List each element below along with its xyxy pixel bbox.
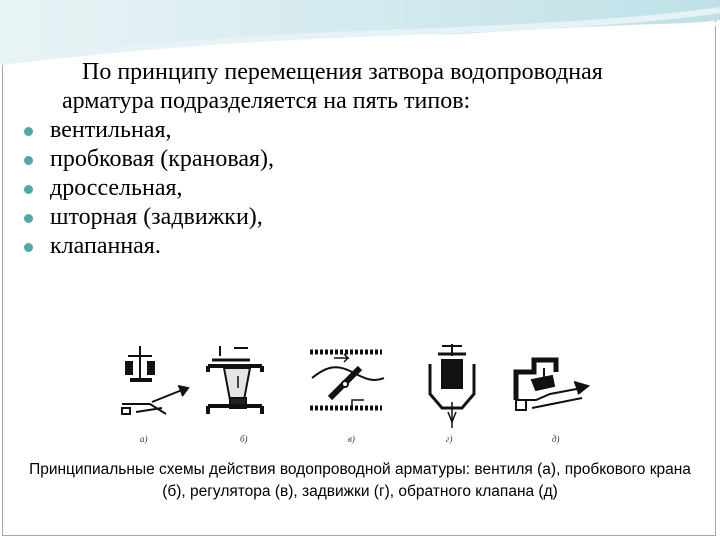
- figure-label-e: д): [552, 434, 560, 444]
- figure-caption: Принципиальные схемы действия водопроводной арматуры: вентиля (а), пробкового крана (б), регулятора (в), задвижки (г), обратного клапана (д): [29, 461, 691, 500]
- intro-paragraph: По принципу перемещения затвора водопроводная арматура подразделяется на пять типов:: [62, 59, 603, 114]
- slide-body: [50, 58, 690, 261]
- bullet-icon: [24, 127, 33, 136]
- bullet-icon: [24, 185, 33, 194]
- scheme-c-regulator: [310, 352, 384, 408]
- figure-label-c: в): [348, 434, 355, 444]
- bullet-icon: [24, 243, 33, 252]
- figure-label-a: а): [140, 434, 148, 444]
- scheme-b-plug-cock: [208, 346, 262, 414]
- bullet-icon: [24, 156, 33, 165]
- list-item-label: клапанная.: [50, 233, 161, 259]
- list-item: [18, 174, 658, 203]
- list-item-label: дроссельная,: [50, 175, 183, 201]
- scheme-a-valve: [122, 346, 188, 414]
- scheme-d-gate-valve: [430, 344, 474, 428]
- list-item-label: пробковая (крановая),: [50, 146, 275, 172]
- figure-label-d: г): [446, 434, 453, 444]
- list-item-label: вентильная,: [50, 117, 172, 143]
- valve-types-list: [18, 116, 658, 261]
- list-item: [18, 232, 658, 261]
- valve-schemes-figure: [112, 342, 602, 454]
- list-item: [18, 203, 658, 232]
- list-item: [18, 145, 658, 174]
- list-item-label: шторная (задвижки),: [50, 204, 263, 230]
- figure-label-b: б): [240, 434, 248, 444]
- list-item: [18, 116, 658, 145]
- scheme-e-check-valve: [516, 360, 588, 410]
- bullet-icon: [24, 214, 33, 223]
